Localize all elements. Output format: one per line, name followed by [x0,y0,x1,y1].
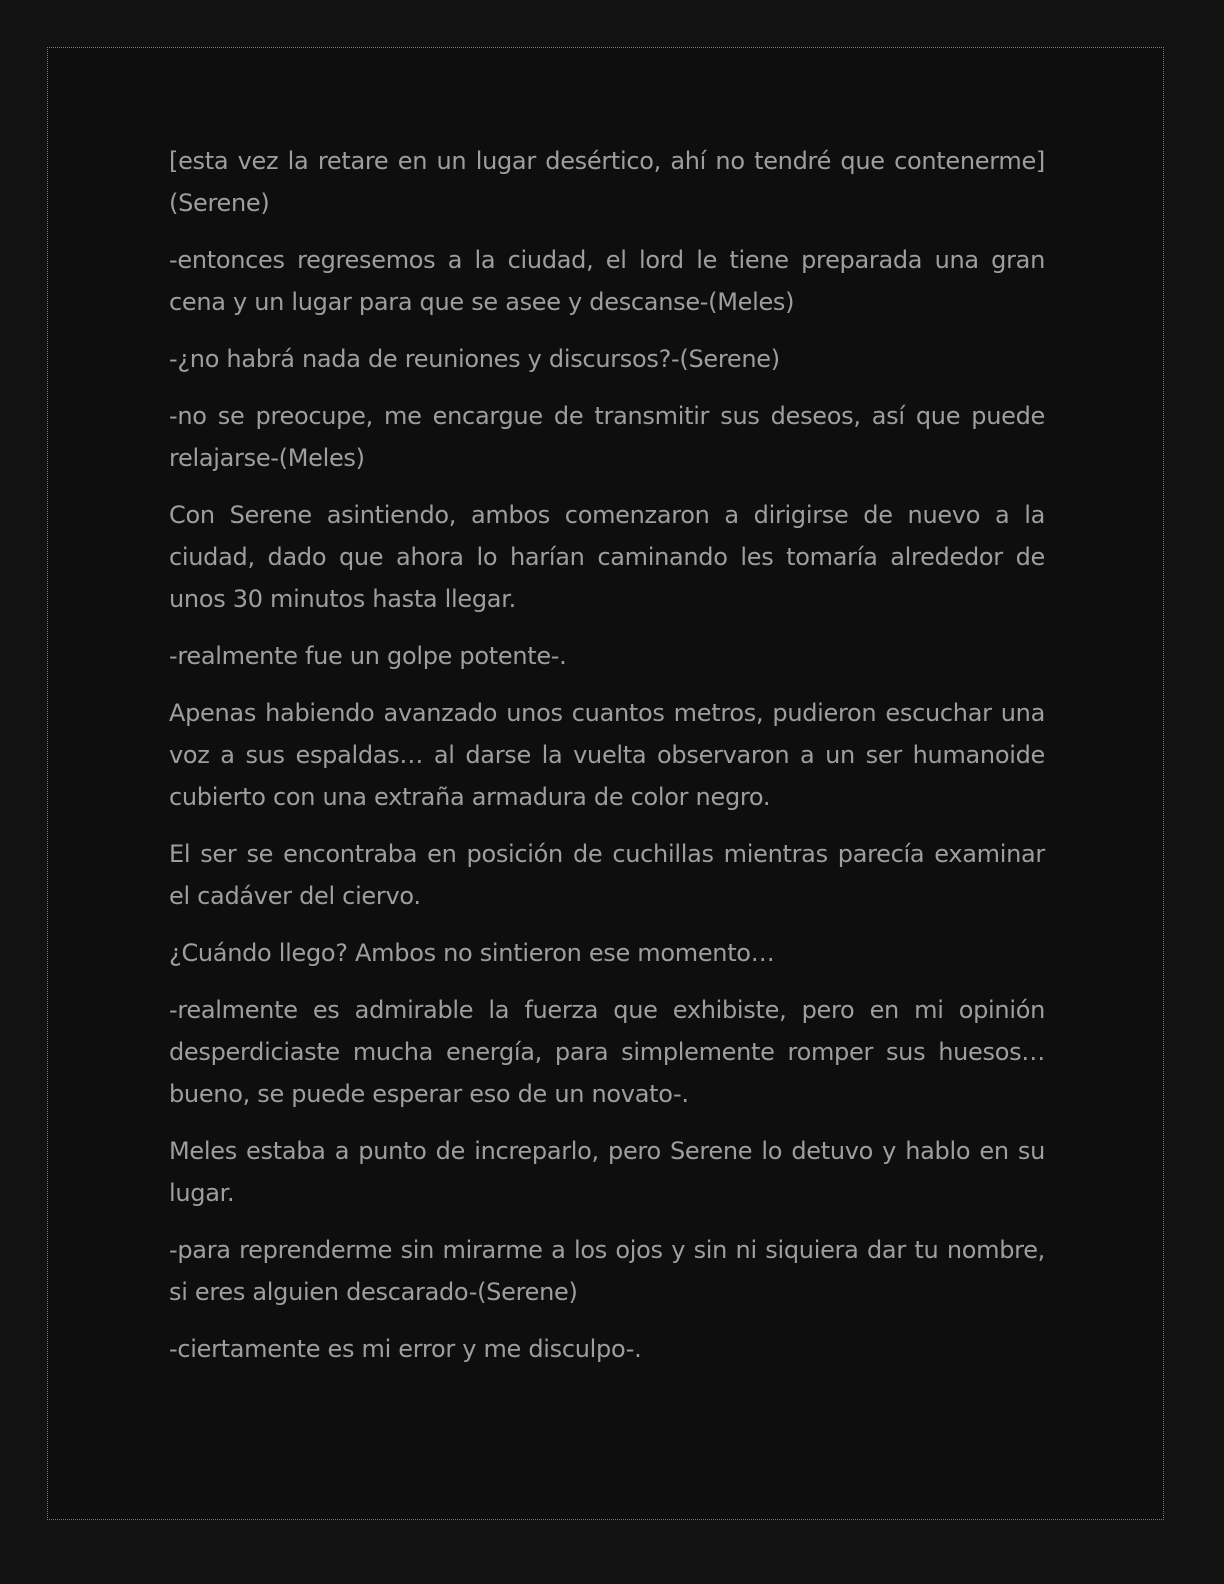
paragraph: -realmente es admirable la fuerza que exhibiste, pero en mi opinión desperdiciaste mucha energía, para simplemente romper sus huesos… bueno, se puede esperar eso de un novato-. [169,996,1045,1108]
paragraph: -realmente fue un golpe potente-. [169,642,567,670]
story-text [169,140,1045,1385]
paragraph: ¿Cuándo llego? Ambos no sintieron ese momento… [169,939,775,967]
paragraph: -entonces regresemos a la ciudad, el lord le tiene preparada una gran cena y un lugar para que se asee y descanse-(Meles) [169,246,1045,316]
paragraph: El ser se encontraba en posición de cuchillas mientras parecía examinar el cadáver del ciervo. [169,840,1045,910]
paragraph: Apenas habiendo avanzado unos cuantos metros, pudieron escuchar una voz a sus espaldas… al darse la vuelta observaron a un ser humanoide cubierto con una extraña armadura de color negro. [169,699,1045,811]
paragraph: Meles estaba a punto de increparlo, pero Serene lo detuvo y hablo en su lugar. [169,1137,1045,1207]
paragraph: -no se preocupe, me encargue de transmitir sus deseos, así que puede relajarse-(Meles) [169,402,1045,472]
paragraph: -ciertamente es mi error y me disculpo-. [169,1335,642,1363]
paragraph: Con Serene asintiendo, ambos comenzaron a dirigirse de nuevo a la ciudad, dado que ahora lo harían caminando les tomaría alrededor de unos 30 minutos hasta llegar. [169,501,1045,613]
paragraph: -¿no habrá nada de reuniones y discursos?-(Serene) [169,345,780,373]
paragraph: -para reprenderme sin mirarme a los ojos y sin ni siquiera dar tu nombre, si eres alguien descarado-(Serene) [169,1236,1045,1306]
paragraph: [esta vez la retare en un lugar desértico, ahí no tendré que contenerme] (Serene) [169,147,1045,217]
